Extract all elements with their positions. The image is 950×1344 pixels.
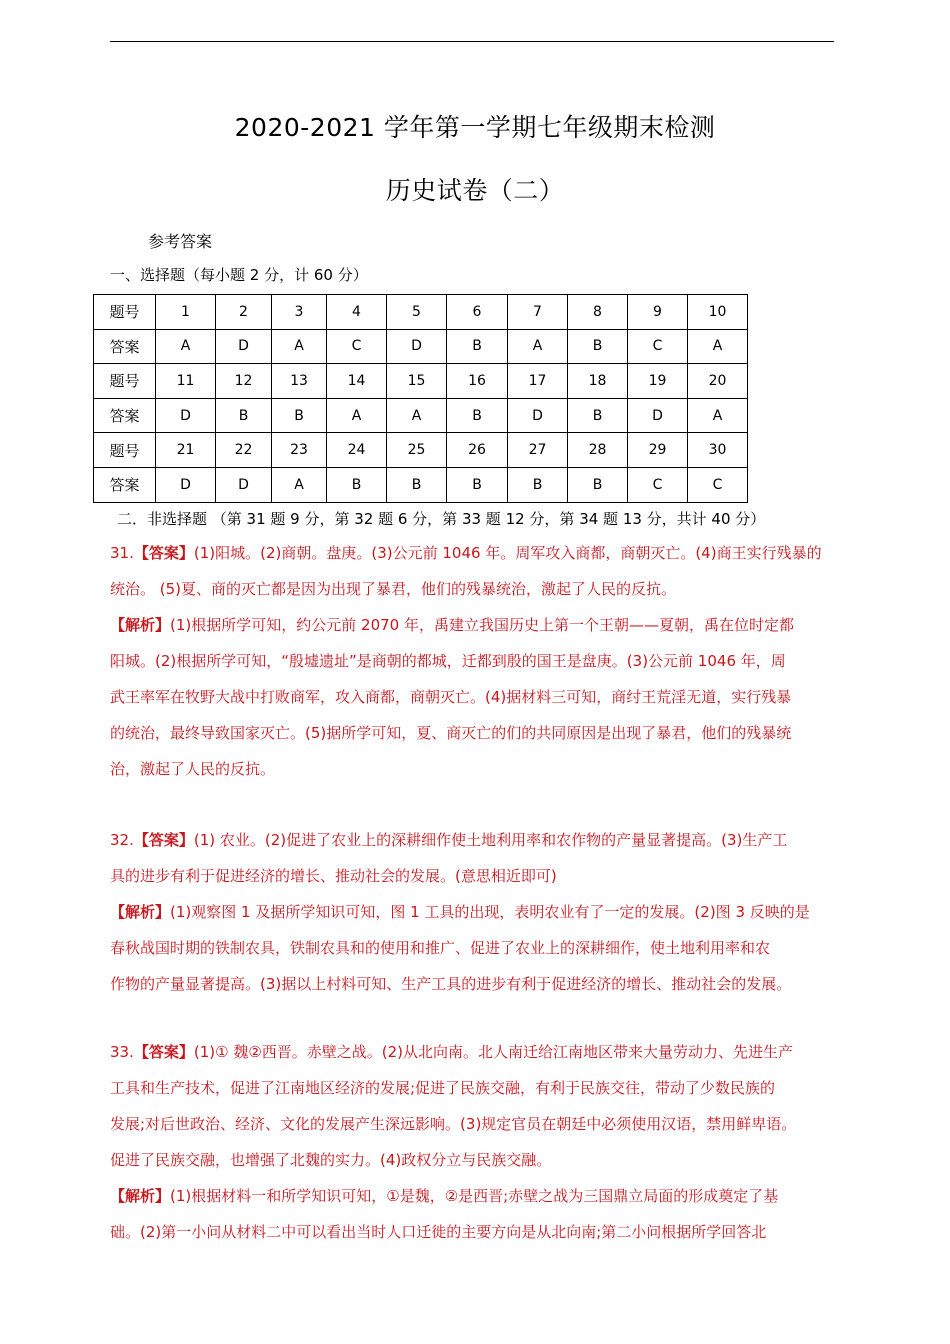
answer-cell: B	[508, 467, 568, 502]
row-label: 题号	[94, 433, 156, 468]
question-number-cell: 2	[216, 295, 272, 330]
answer-cell: B	[447, 329, 508, 364]
answer-cell: A	[688, 329, 748, 364]
question-number-cell: 12	[216, 364, 272, 399]
q33-line: 发展;对后世政治、经济、文化的发展产生深远影响。(3)规定官员在朝廷中必须使用汉语，禁用鲜卑语。	[110, 1115, 797, 1133]
question-number-cell: 7	[508, 295, 568, 330]
q31-line: 的统治，最终导致国家灭亡。(5)据所学可知，夏、商灭亡的们的共同原因是出现了暴君，他们的残暴统	[110, 724, 792, 742]
answer-cell: C	[688, 467, 748, 502]
answer-table	[93, 294, 748, 503]
answer-cell: D	[387, 329, 447, 364]
q33-line: 工具和生产技术，促进了江南地区经济的发展;促进了民族交融，有利于民族交往，带动了少数民族的	[110, 1079, 776, 1097]
answer-cell: A	[688, 398, 748, 433]
header-rule	[110, 41, 834, 42]
answer-cell: D	[628, 398, 688, 433]
question-number-cell: 16	[447, 364, 508, 399]
exam-title: 2020-2021 学年第一学期七年级期末检测	[234, 113, 716, 142]
answer-cell: C	[327, 329, 387, 364]
question-number-cell: 6	[447, 295, 508, 330]
q31-line: 治，激起了人民的反抗。	[110, 760, 276, 778]
question-number-cell: 22	[216, 433, 272, 468]
answer-cell: B	[216, 398, 272, 433]
question-number-row	[94, 295, 748, 330]
reference-answer-label: 参考答案	[148, 232, 213, 251]
answer-cell: B	[447, 467, 508, 502]
answer-cell: D	[508, 398, 568, 433]
answer-cell: A	[508, 329, 568, 364]
question-number-cell: 18	[568, 364, 628, 399]
answer-cell: B	[568, 329, 628, 364]
question-number-cell: 28	[568, 433, 628, 468]
question-number-cell: 27	[508, 433, 568, 468]
answer-cell: B	[568, 467, 628, 502]
answer-cell: C	[628, 467, 688, 502]
question-number-cell: 25	[387, 433, 447, 468]
q32-line: 【解析】(1)观察图 1 及据所学知识可知，图 1 工具的出现，表明农业有了一定的发展。(2)图 3 反映的是	[110, 903, 810, 921]
exam-subtitle: 历史试卷（二）	[385, 176, 565, 205]
q31-line: 武王率军在牧野大战中打败商军，攻入商都，商朝灭亡。(4)据材料三可知，商纣王荒淫无道，实行残暴	[110, 688, 792, 706]
q33-line: 【解析】(1)根据材料一和所学知识可知，①是魏，②是西晋;赤壁之战为三国鼎立局面的形成奠定了基	[110, 1187, 779, 1205]
answer-cell: B	[387, 467, 447, 502]
q33-line: 33.【答案】(1)① 魏②西晋。赤壁之战。(2)从北向南。北人南迁给江南地区带来大量劳动力、先进生产	[110, 1043, 794, 1061]
question-number-cell: 20	[688, 364, 748, 399]
row-label: 题号	[94, 295, 156, 330]
question-number-cell: 15	[387, 364, 447, 399]
answer-row	[94, 467, 748, 502]
question-number-cell: 26	[447, 433, 508, 468]
q31-line: 31.【答案】(1)阳城。(2)商朝。盘庚。(3)公元前 1046 年。周军攻入商都，商朝灭亡。(4)商王实行残暴的	[110, 544, 822, 562]
question-number-cell: 8	[568, 295, 628, 330]
answer-cell: B	[272, 398, 327, 433]
answer-cell: D	[216, 467, 272, 502]
question-number-cell: 11	[156, 364, 216, 399]
section1-heading: 一、选择题（每小题 2 分，计 60 分）	[110, 266, 368, 284]
answer-cell: A	[272, 329, 327, 364]
q31-line: 统治。 (5)夏、商的灭亡都是因为出现了暴君，他们的残暴统治，激起了人民的反抗。	[110, 580, 677, 598]
question-number-cell: 1	[156, 295, 216, 330]
question-number-cell: 24	[327, 433, 387, 468]
question-number-cell: 23	[272, 433, 327, 468]
question-number-row	[94, 433, 748, 468]
question-number-cell: 13	[272, 364, 327, 399]
answer-cell: A	[327, 398, 387, 433]
question-number-cell: 30	[688, 433, 748, 468]
q32-line: 春秋战国时期的铁制农具，铁制农具和的使用和推广、促进了农业上的深耕细作，使土地利用率和农	[110, 939, 771, 957]
question-number-cell: 9	[628, 295, 688, 330]
q33-line: 础。(2)第一小问从材料二中可以看出当时人口迁徙的主要方向是从北向南;第二小问根据所学回答北	[110, 1223, 767, 1241]
answer-cell: D	[216, 329, 272, 364]
answer-cell: A	[272, 467, 327, 502]
question-number-cell: 4	[327, 295, 387, 330]
answer-row	[94, 398, 748, 433]
question-number-cell: 21	[156, 433, 216, 468]
row-label: 答案	[94, 398, 156, 433]
question-number-cell: 17	[508, 364, 568, 399]
row-label: 题号	[94, 364, 156, 399]
answer-cell: B	[447, 398, 508, 433]
question-number-cell: 19	[628, 364, 688, 399]
answer-cell: B	[568, 398, 628, 433]
row-label: 答案	[94, 467, 156, 502]
answer-cell: B	[327, 467, 387, 502]
row-label: 答案	[94, 329, 156, 364]
answer-cell: C	[628, 329, 688, 364]
question-number-cell: 29	[628, 433, 688, 468]
question-number-cell: 3	[272, 295, 327, 330]
q32-line: 作物的产量显著提高。(3)据以上村料可知、生产工具的进步有利于促进经济的增长、推动社会的发展。	[110, 975, 792, 993]
question-number-cell: 14	[327, 364, 387, 399]
answer-cell: D	[156, 398, 216, 433]
q31-line: 阳城。(2)根据所学可知，“殷墟遗址”是商朝的都城，迁都到殷的国王是盘庚。(3)公元前 1046 年，周	[110, 652, 786, 670]
q31-line: 【解析】(1)根据所学可知，约公元前 2070 年，禹建立我国历史上第一个王朝——夏朝，禹在位时定都	[110, 616, 794, 634]
question-number-cell: 5	[387, 295, 447, 330]
q33-line: 促进了民族交融，也增强了北魏的实力。(4)政权分立与民族交融。	[110, 1151, 552, 1169]
section2-heading: 二．非选择题 （第 31 题 9 分，第 32 题 6 分，第 33 题 12 分，第 34 题 13 分，共计 40 分）	[117, 510, 766, 528]
q32-line: 具的进步有利于促进经济的增长、推动社会的发展。(意思相近即可)	[110, 867, 557, 885]
question-number-cell: 10	[688, 295, 748, 330]
q32-line: 32.【答案】(1) 农业。(2)促进了农业上的深耕细作使土地利用率和农作物的产量显著提高。(3)生产工	[110, 831, 788, 849]
answer-cell: A	[387, 398, 447, 433]
question-number-row	[94, 364, 748, 399]
answer-cell: A	[156, 329, 216, 364]
answer-row	[94, 329, 748, 364]
answer-cell: D	[156, 467, 216, 502]
